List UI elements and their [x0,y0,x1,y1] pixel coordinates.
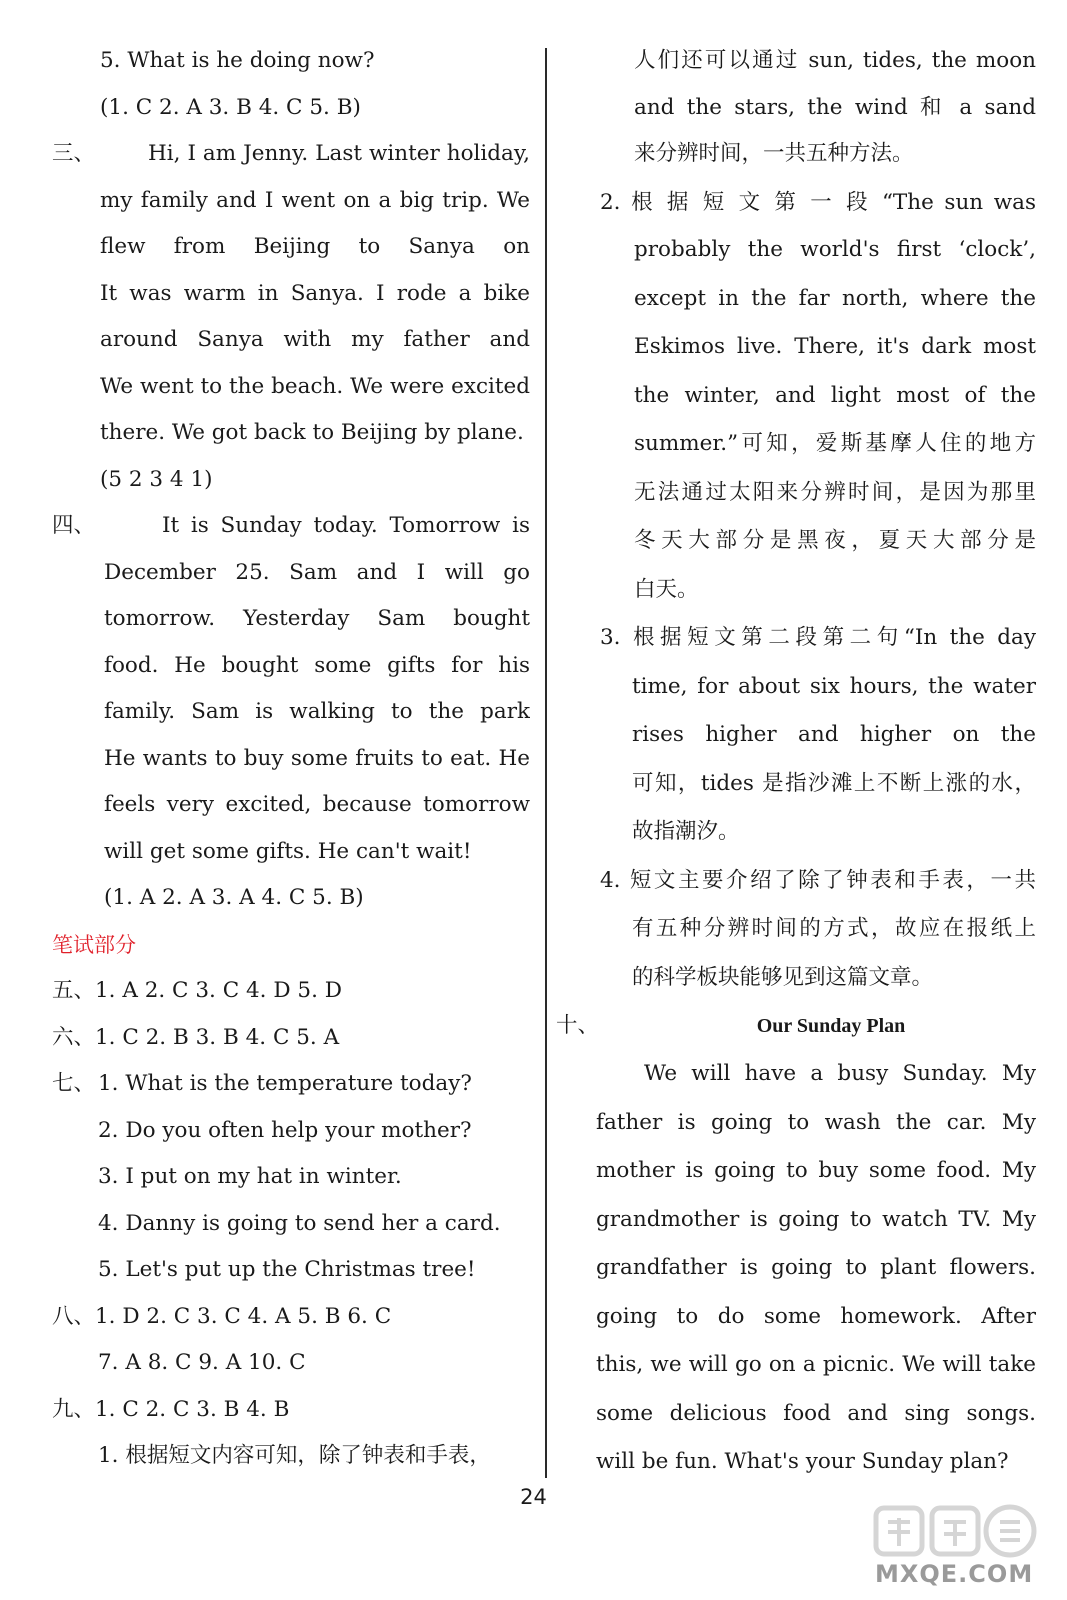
right-column [556,38,1036,1487]
column-divider [545,48,547,1478]
part4-answers: (1. A 2. A 3. A 4. C 5. B) [104,885,364,910]
part3-label: 三、 [52,141,96,166]
part9-answers-line1: 九、1. C 2. C 3. B 4. B [52,1396,290,1422]
part3-first-line [52,131,542,178]
part8-answers-line1: 八、1. D 2. C 3. C 4. A 5. B 6. C [52,1303,392,1329]
part5-answers: 五、1. A 2. C 3. C 4. D 5. D [52,978,342,1003]
plan-title: Our Sunday Plan [756,1015,906,1037]
plan-line: father is going to wash the car. My [596,1109,1036,1135]
item3-line: 可知，tides 是指沙滩上不断上涨的水， [632,770,1036,796]
item2-line: 白天。 [634,576,699,602]
part7-line: 1. What is the temperature today? [98,1071,472,1096]
part3-line: flew from Beijing to Sanya on [100,234,530,259]
explanation-line: 来分辨时间，一共五种方法。 [634,141,914,166]
part7-label: 七、 [52,1071,96,1096]
item3-line: rises higher and higher on the [632,722,1036,747]
part4-label: 四、 [52,513,96,538]
part7-line: 3. I put on my hat in winter. [98,1164,402,1189]
part4-line: feels very excited, because tomorrow [104,792,530,817]
item2-line: 冬天大部分是黑夜，夏天大部分是 [634,528,1036,553]
plan-line: We will have a busy Sunday. My [644,1061,1036,1086]
part10-header [556,1002,1036,1050]
part6-answers: 六、1. C 2. B 3. B 4. C 5. A [52,1024,340,1050]
item2-line: 2. 根 据 短 文 第 一 段 “The sun was [600,189,1036,215]
item2-line: 无法通过太阳来分辨时间，是因为那里 [634,479,1036,505]
item3-line: 故指潮汐。 [632,819,740,844]
item2-line: Eskimos live. There, it's dark most [634,334,1036,359]
part7-line: 4. Danny is going to send her a card. [98,1210,501,1236]
part3-line: there. We got back to Beijing by plane. [100,420,524,445]
part7-line: 5. Let's put up the Christmas tree! [98,1257,476,1282]
item3-line: 3. 根据短文第二段第二句“In the day [600,625,1036,650]
part3-line: Hi, I am Jenny. Last winter holiday, [148,141,530,166]
watermark-text: MXQE.COM [875,1560,1034,1588]
plan-line: this, we will go on a picnic. We will take [596,1352,1036,1377]
item3-line: time, for about six hours, the water [632,673,1036,699]
item2-line: summer.”可知，爱斯基摩人住的地方 [634,431,1036,456]
item4-line: 有五种分辨时间的方式，故应在报纸上 [632,916,1036,941]
page-number: 24 [520,1485,547,1509]
item2-line: the winter, and light most of the [634,382,1036,408]
part10-label: 十、 [556,1013,600,1038]
plan-line: going to do some homework. After [596,1303,1036,1329]
part3-line: around Sanya with my father and [100,327,530,352]
written-section-heading: 笔试部分 [52,932,136,957]
part4-line: tomorrow. Yesterday Sam bought [104,606,530,631]
item4-line: 的科学板块能够见到这篇文章。 [632,964,934,990]
explanation-line: 人们还可以通过 sun, tides, the moon [634,48,1036,73]
part4-line: He wants to buy some fruits to eat. He [104,745,530,771]
plan-line: some delicious food and sing songs. [596,1400,1036,1426]
part4-line: family. Sam is walking to the park [104,699,530,724]
part3-answers: (5 2 3 4 1) [100,466,213,492]
part3-line: my family and I went on a big trip. We [100,187,530,213]
part7-first-line [52,1061,542,1108]
item2-line: probably the world's first ‘clock’, [634,237,1036,262]
plan-line: grandfather is going to plant flowers. [596,1255,1036,1280]
part1-answers: (1. C 2. A 3. B 4. C 5. B) [100,94,361,120]
part7-line: 2. Do you often help your mother? [98,1117,472,1143]
explanation-line: and the stars, the wind 和 a sand [634,94,1036,120]
plan-line: will be fun. What's your Sunday plan? [596,1449,1009,1474]
item2-line: except in the far north, where the [634,285,1036,311]
q5-line: 5. What is he doing now? [100,48,375,73]
part4-line: food. He bought some gifts for his [104,652,530,678]
part4-line: will get some gifts. He can't wait! [104,838,472,864]
part3-line: It was warm in Sanya. I rode a bike [100,280,530,306]
part9-explanation-line: 1. 根据短文内容可知，除了钟表和手表， [98,1443,491,1468]
part4-line: It is Sunday today. Tomorrow is [162,513,530,538]
part8-answers-line2: 7. A 8. C 9. A 10. C [98,1350,306,1375]
left-column [52,38,542,1480]
part3-line: We went to the beach. We were excited [100,373,530,399]
plan-line: mother is going to buy some food. My [596,1158,1036,1183]
part4-line: December 25. Sam and I will go [104,559,530,585]
plan-line: grandmother is going to watch TV. My [596,1206,1036,1232]
item4-line: 4. 短文主要介绍了除了钟表和手表，一共 [600,867,1036,893]
part4-first-line [52,503,542,550]
